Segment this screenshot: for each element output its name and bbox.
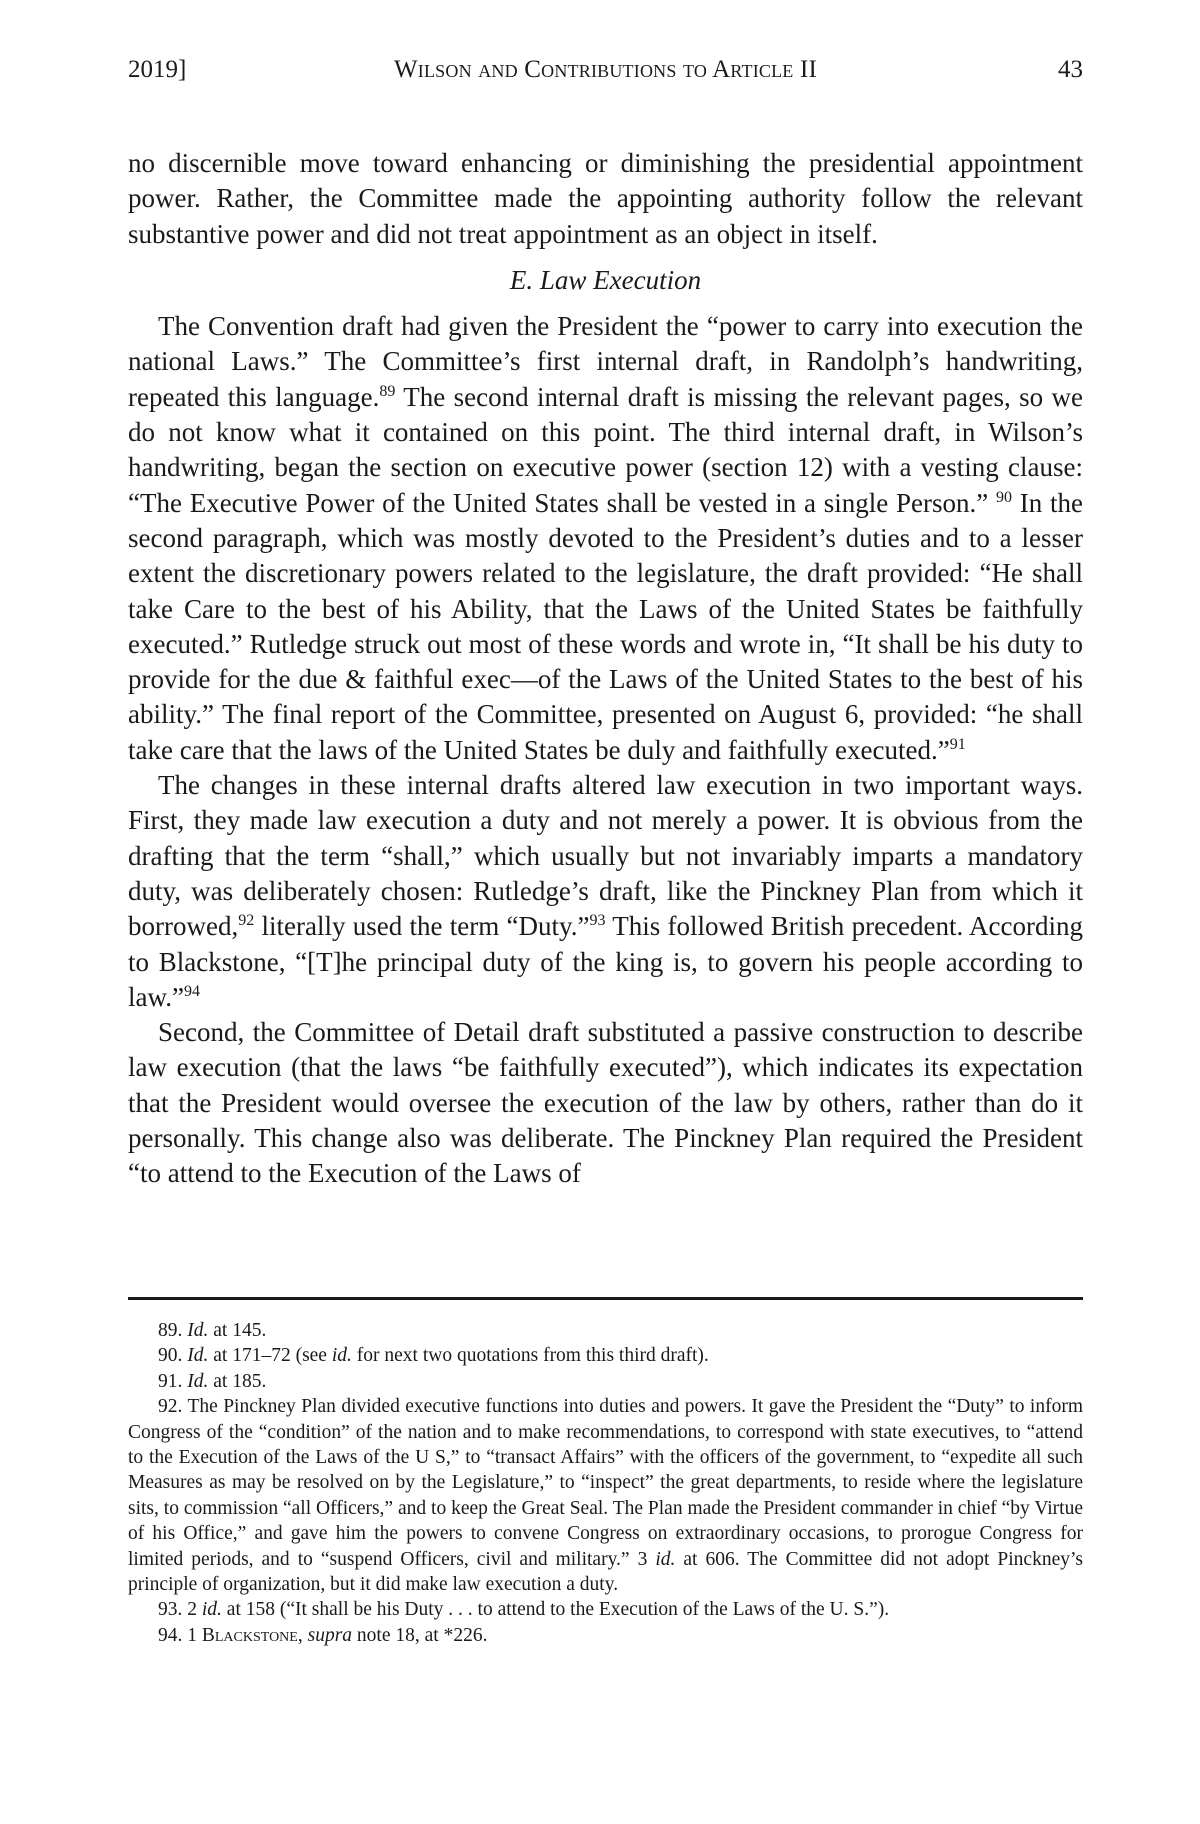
paragraph-text: The changes in these internal drafts altered law execution in two important ways. First, they made law execution a duty and not merely a power. It is obvious from the drafting that the term “shall,” which usually but not invariably imparts a mandatory duty, was deliberately chosen: Rutledge’s draft, like the Pinckney Plan from which it borrowed,: [128, 770, 1083, 942]
footnote-ref-89[interactable]: 89: [379, 382, 396, 400]
footnote-text: for next two quotations from this third draft).: [351, 1345, 709, 1367]
running-header: [128, 56, 1083, 92]
paragraph-text: In the second paragraph, which was mostly devoted to the President’s duties and to a lesser extent the discretionary powers related to the legislature, the draft provided: “He shall take Care to the best of his Ability, that the Laws of the United States be faithfully executed.” Rutledge struck out most of these words and wrote in, “It shall be his duty to provide for the due & faithful exec—of the Laws of the United States to the best of his ability.” The final report of the Committee, presented on August 6, provided: “he shall take care that the laws of the United States be duly and faithfully executed.”: [128, 487, 1083, 765]
footnote-id: Id.: [187, 1320, 209, 1341]
footnote-text: at 185.: [208, 1370, 267, 1392]
footnote-number: 94.: [158, 1624, 183, 1646]
footnote-text: The Pinckney Plan divided executive functions into duties and powers. It gave the President the “Duty” to inform Congress of the “condition” of the nation and to make recommendations, to correspond with state executives, to “attend to the Execution of the Laws of the U S,” to “transact Affairs” with the officers of the government, to “expedite all such Measures as may be resolved on by the Legislature,” to “inspect” the great departments, to reside where the legislature sits, to commission “all Officers,” and to keep the Great Seal. The Plan made the President commander in chief “by Virtue of his Office,” and gave him the powers to convene Congress on extraordinary occasions, to prorogue Congress for limited periods, and to “suspend Officers, civil and military.” 3: [128, 1396, 1083, 1570]
paragraph-law-execution-3: Second, the Committee of Detail draft substituted a passive construction to describe law execution (that the laws “be faithfully executed”), which indicates its expectation that the President would oversee the execution of the law by others, rather than do it personally. This change also was deliberate. The Pinckney Plan required the President “to attend to the Execution of the Laws of: [128, 1017, 1083, 1189]
footnote-ref-90[interactable]: 90: [996, 488, 1013, 506]
footnote-90: [128, 1343, 1083, 1368]
footnote-text: at 145.: [208, 1320, 267, 1341]
footnote-89: [128, 1318, 1083, 1343]
footnote-number: 89.: [158, 1320, 183, 1341]
footnote-id: Id.: [187, 1370, 209, 1392]
footnote-id: id.: [331, 1345, 352, 1367]
paragraph-text: The second internal draft is missing the relevant pages, so we do not know what it contained on this point. The third internal draft, in Wilson’s handwriting, began the section on executive power (section 12) with a vesting clause: “The Executive Power of the United States shall be vested in a single Person.”: [128, 381, 1083, 518]
footnote-text: at 606. The Committee did not adopt Pinckney’s principle of organization, but it did make law execution a duty.: [128, 1548, 1083, 1596]
footnote-text: at 158 (“It shall be his Duty . . . to attend to the Execution of the Laws of the U. S.”).: [221, 1599, 890, 1621]
paragraph-law-execution-1: [128, 309, 1083, 768]
paragraph-continued: no discernible move toward enhancing or diminishing the presidential appointment power. Rather, the Committee made the appointing authority follow the relevant substantive power and did not treat appointment as an object in itself.: [128, 148, 1083, 249]
footnote-ref-91[interactable]: 91: [949, 735, 966, 753]
footnote-id: id.: [655, 1548, 676, 1570]
footnote-author: Blackstone: [201, 1624, 298, 1646]
footnote-text: 1: [182, 1624, 202, 1646]
footnote-text: at 171–72 (see: [208, 1345, 332, 1367]
footnote-number: 91.: [158, 1370, 183, 1392]
footnote-supra: supra: [307, 1624, 353, 1646]
paragraph-text: This followed British precedent. According to Blackstone, “[T]he principal duty of the king is, to govern his people according to law.”: [128, 911, 1084, 1012]
header-year: 2019]: [128, 56, 187, 83]
footnote-divider: [128, 1297, 1083, 1300]
footnote-number: 93.: [158, 1599, 183, 1621]
footnote-text: ,: [297, 1624, 308, 1646]
footnote-93: [128, 1597, 1083, 1622]
footnote-id: Id.: [187, 1345, 209, 1367]
header-page-number: 43: [1058, 56, 1083, 83]
paragraph-law-execution-2: [128, 768, 1083, 1015]
footnote-text: 2: [182, 1599, 202, 1621]
footnote-91: [128, 1369, 1083, 1394]
paragraph-text: literally used the term “Duty.”: [254, 911, 590, 942]
section-heading: E. Law Execution: [509, 264, 702, 295]
footnote-text: note 18, at *226.: [352, 1624, 488, 1646]
footnote-92: [128, 1394, 1083, 1597]
footnote-94: [128, 1623, 1083, 1648]
footnote-ref-93[interactable]: 93: [589, 912, 606, 930]
footnote-number: 90.: [158, 1345, 183, 1367]
footnote-id: id.: [201, 1599, 222, 1621]
footnotes: [128, 1318, 1083, 1648]
footnote-ref-94[interactable]: 94: [183, 982, 200, 1000]
paragraph-text: The Convention draft had given the President the “power to carry into execution the national Laws.” The Committee’s first internal draft, in Randolph’s handwriting, repeated this language.: [128, 311, 1083, 412]
footnote-ref-92[interactable]: 92: [238, 912, 255, 930]
body-text: [128, 146, 1083, 1192]
header-running-title: Wilson and Contributions to Article II: [393, 56, 818, 83]
footnote-number: 92.: [158, 1396, 183, 1418]
